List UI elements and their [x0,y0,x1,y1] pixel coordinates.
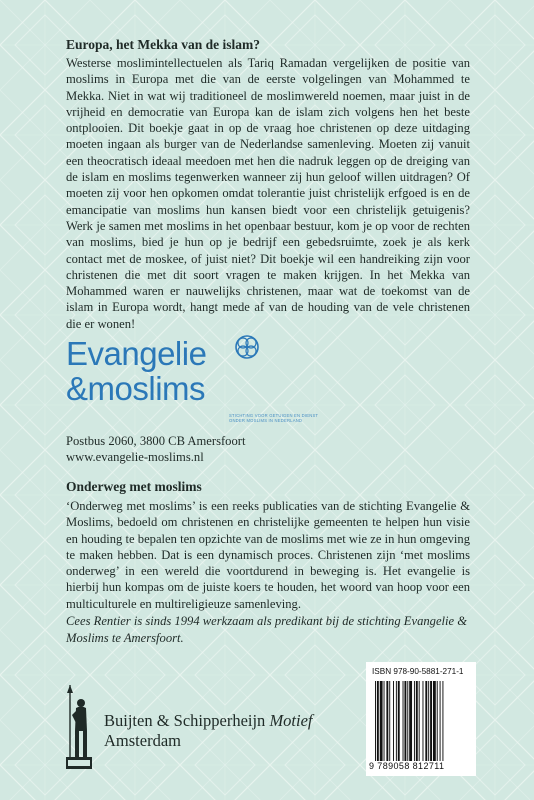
interlocking-rings-icon [232,332,262,362]
knight-with-spear-icon [62,683,94,771]
series-title: Onderweg met moslims [66,479,202,494]
barcode-bar [428,681,429,761]
logo-tagline: STICHTING VOOR GETUIGEN EN DIENST ONDER MOSLIMS IN NEDERLAND [229,413,319,423]
postal-address: Postbus 2060, 3800 CB Amersfoort [66,434,246,448]
barcode-bar [442,681,443,761]
intro-body: Westerse moslimintellectuelen als Tariq Ramadan vergelijken de positie van moslims in Europa met die van de eerste volgelingen van Mohammed te Mekka. Niet in wat wij traditioneel de moslimwereld noemen, maar juist in de vrijheid en democratie van Europa kan de islam zich volgens hen het beste ontplooien. Dit boekje gaat in op de vraag hoe christenen op deze uitdaging moeten ingaan als burger van de Nederlandse samenleving. Moeten zij vanuit een theocratisch ideaal meedoen met hen die nadruk leggen op de dreiging van de islam en moslims tegenwerken wanneer zij hun geloof willen uitdragen? Of moeten zij voor hen opkomen omdat tolerantie juist christelijk erfgoed is en de emancipatie van moslims hun kansen biedt voor een christelijk getuigenis? Werk je samen met moslims in het openbaar bestuur, kom je op voor de rechten van moslims, bied je hun op je bedrijf een gebedsruimte, zoek je als kerk contact met de moskee, of juist niet? Dit boekje wil een handreiking zijn voor christenen die met dit soort vragen te maken krijgen. In het Mekka van Mohammed waren er nauwelijks christenen, maar wat de toekomst van de islam in Europa wordt, hangt mede af van de houding van de vele christenen die er wonen! [66,56,470,331]
logo-moslims-text: moslims [87,370,206,407]
barcode-panel [366,662,476,776]
barcode-bar [380,681,383,761]
isbn-label: ISBN 978-90-5881-271-1 [372,667,464,676]
intro-title: Europa, het Mekka van de islam? [66,37,261,52]
publisher-name: Buijten & Schipperheijn [104,711,266,730]
barcode-bar [409,681,412,761]
barcode-bar [377,681,379,761]
barcode-bar [398,681,400,761]
barcode-bar [404,681,406,761]
evangelie-moslims-logo [66,335,366,430]
barcode-bar [384,681,385,761]
barcode-bar [440,681,441,761]
series-body: ‘Onderweg met moslims’ is een reeks publicaties van de stichting Evangelie & Moslims, bedoeld om christenen en christelijke gemeenten te helpen hun visie en houding te bepalen ten opzichte van de moslims met wie ze in hun omgeving te maken hebben. Dat is een dynamisch proces. Christenen zijn ‘met moslims onderweg’ in een wereld die voortdurend in beweging is. Het evangelie is hierbij hun kompas om de juiste koers te houden, het woord van hoop voor een multiculturele en multireligieuze samenleving. [66,499,470,611]
barcode-bar [423,681,424,761]
publisher-city: Amsterdam [104,731,181,750]
barcode-bar [407,681,408,761]
barcode-bar [403,681,404,761]
logo-word-evangelie: Evangelie [66,335,207,372]
barcode-bar [425,681,427,761]
logo-word-moslims [66,370,205,408]
barcode-bar [375,681,376,761]
logo-ampersand: & [66,370,88,407]
website-link[interactable]: www.evangelie-moslims.nl [66,450,204,464]
author-bio: Cees Rentier is sinds 1994 werkzaam als predikant bij de stichting Evangelie & Moslims te Amersfoort. [66,614,468,645]
barcode-bar [419,681,420,761]
barcode-bar [396,681,397,761]
publisher-block [104,711,313,751]
barcode-bar [416,681,418,761]
address-block [66,433,245,465]
barcode [374,681,470,761]
barcode-bar [430,681,432,761]
barcode-bar [414,681,415,761]
barcode-bar [437,681,438,761]
barcode-bar [389,681,390,761]
barcode-number: 9 789058 812711 [369,761,445,771]
barcode-bar [386,681,388,761]
publisher-imprint: Motief [269,711,313,730]
barcode-bar [433,681,436,761]
barcode-bar [393,681,394,761]
